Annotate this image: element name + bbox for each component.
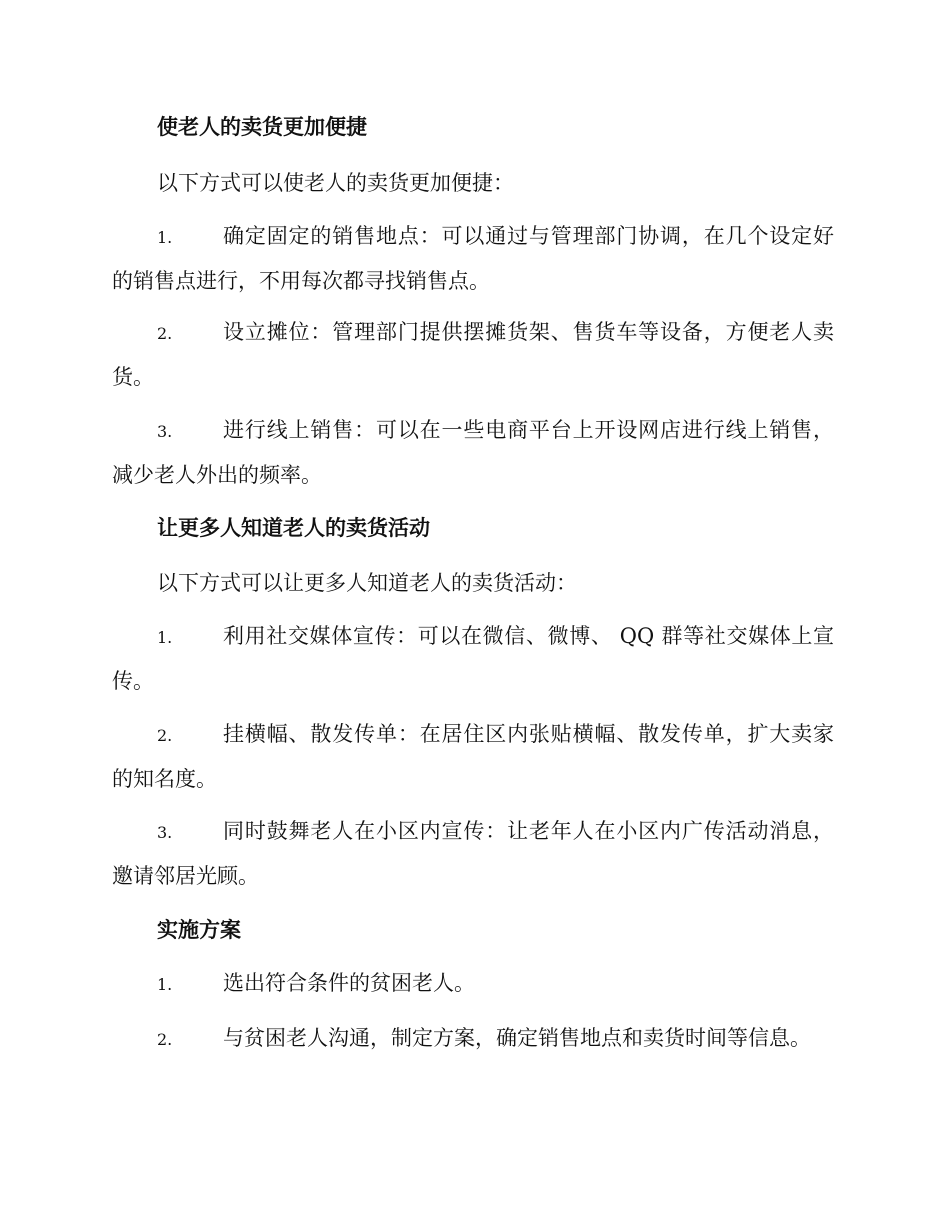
section-heading: 实施方案: [157, 917, 241, 942]
list-item: [112, 215, 834, 303]
list-item-number: 1.: [157, 628, 173, 647]
list-item-number: 3.: [157, 422, 173, 441]
list-item: [112, 713, 834, 801]
section-heading: 使老人的卖货更加便捷: [157, 114, 367, 139]
list-item-text-continued: 减少老人外出的频率。: [112, 463, 322, 487]
list-item-text: 确定固定的销售地点：可以通过与管理部门协调，在几个设定好: [223, 224, 834, 248]
section-intro: 以下方式可以让更多人知道老人的卖货活动：: [157, 571, 577, 595]
section-intro: 以下方式可以使老人的卖货更加便捷：: [157, 171, 514, 195]
list-item-text: 与贫困老人沟通，制定方案，确定销售地点和卖货时间等信息。: [223, 1026, 811, 1050]
list-item-text: 进行线上销售：可以在一些电商平台上开设网店进行线上销售，: [223, 418, 834, 442]
list-item-text: 设立摊位：管理部门提供摆摊货架、售货车等设备，方便老人卖: [223, 320, 834, 344]
list-item-number: 1.: [157, 228, 173, 247]
list-item-text-continued: 的知名度。: [112, 767, 217, 791]
list-item-text: 同时鼓舞老人在小区内宣传：让老年人在小区内广传活动消息，: [223, 819, 834, 843]
list-item-number: 3.: [157, 823, 173, 842]
list-item-text: 利用社交媒体宣传：可以在微信、微博、 QQ 群等社交媒体上宣: [223, 624, 834, 648]
list-item: [112, 962, 834, 1006]
list-item-text-continued: 货。: [112, 365, 154, 389]
list-item-number: 2.: [157, 324, 173, 343]
list-item: [112, 1017, 834, 1061]
section-heading: 让更多人知道老人的卖货活动: [157, 515, 430, 540]
list-item: [112, 311, 834, 399]
list-item-number: 1.: [157, 975, 173, 994]
list-item-number: 2.: [157, 726, 173, 745]
list-item-text-continued: 的销售点进行，不用每次都寻找销售点。: [112, 269, 490, 293]
list-item-text: 选出符合条件的贫困老人。: [223, 971, 475, 995]
list-item-text-continued: 邀请邻居光顾。: [112, 864, 259, 888]
list-item-text-continued: 传。: [112, 669, 154, 693]
list-item-text: 挂横幅、散发传单：在居住区内张贴横幅、散发传单，扩大卖家: [223, 722, 834, 746]
list-item-number: 2.: [157, 1030, 173, 1049]
list-item: [112, 615, 834, 703]
list-item: [112, 409, 834, 497]
list-item: [112, 810, 834, 898]
